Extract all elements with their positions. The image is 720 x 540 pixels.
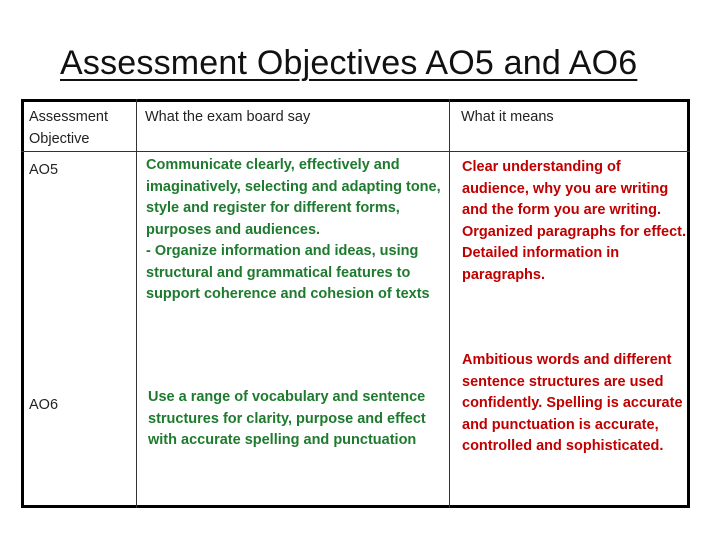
meaning-ao6: Ambitious words and different sentence structures are used confidently. Spelling is accurate and punctuation is accurate, controlled and sophisticated.	[462, 352, 683, 454]
header-assessment-objective: Assessment Objective	[29, 109, 108, 147]
slide-title: Assessment Objectives AO5 and AO6	[60, 44, 638, 82]
exam-board-ao6: Use a range of vocabulary and sentence structures for clarity, purpose and effect with accurate spelling and punctuation	[148, 389, 426, 448]
header-divider	[21, 151, 690, 152]
meaning-ao5: Clear understanding of audience, why you are writing and the form you are writing. Organized paragraphs for effect. Detailed information in paragraphs.	[462, 159, 686, 283]
column-divider	[136, 99, 137, 508]
objective-ao6: AO6	[29, 397, 59, 413]
header-what-it-means: What it means	[461, 109, 554, 125]
header-exam-board: What the exam board say	[145, 109, 311, 125]
exam-board-ao5: Communicate clearly, effectively and imaginatively, selecting and adapting tone, style and register for different forms, purposes and audiences. - Organize information and ideas, using structural and grammatical features to support coherence and cohesion of texts	[146, 157, 441, 302]
objective-ao5: AO5	[29, 162, 59, 178]
